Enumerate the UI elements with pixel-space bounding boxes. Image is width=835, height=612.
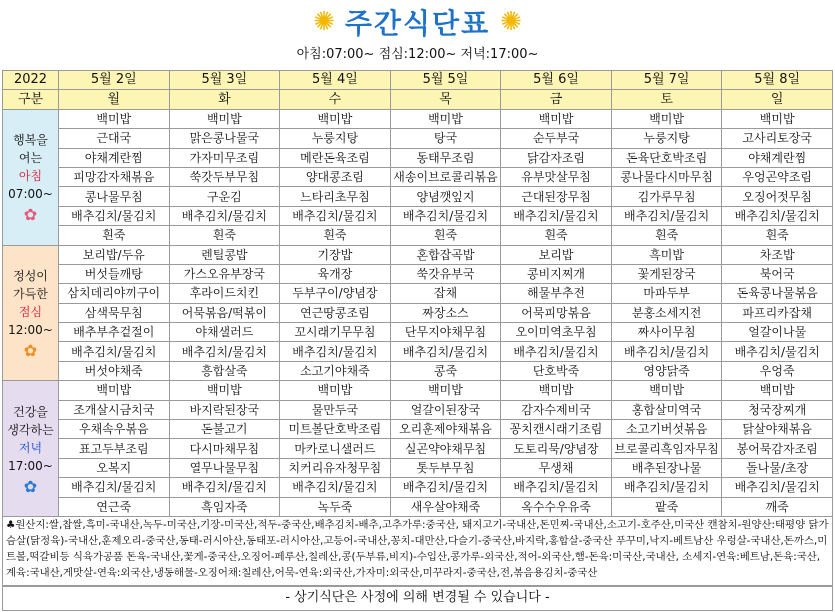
lunch-row [3,264,833,283]
year-cell: 2022 [3,71,59,90]
menu-item: 쑥갓두부무침 [169,167,280,186]
menu-item: 흰죽 [59,226,170,245]
menu-item: 메란돈육조림 [280,148,391,167]
menu-item: 누룽지탕 [611,129,722,148]
menu-item: 우엉죽 [722,361,833,380]
menu-item: 차조밥 [722,245,833,264]
menu-item: 마파두부 [611,284,722,303]
section-caption: 행복을 [13,133,48,148]
meal-time: 07:00~ [8,187,53,202]
pink-flower-icon: ✿ [23,205,38,225]
menu-item: 순두부국 [501,129,612,148]
menu-item: 흰죽 [390,226,501,245]
menu-item: 배추김치/물김치 [501,206,612,225]
lunch-row [3,342,833,361]
menu-item: 백미밥 [722,381,833,400]
menu-item: 꽃게된장국 [611,264,722,283]
menu-item: 청국장찌개 [722,400,833,419]
menu-item: 쑥갓유부국 [390,264,501,283]
menu-item: 배추김치/물김치 [611,342,722,361]
section-caption: 가득한 [13,286,48,301]
menu-item: 배추김치/물김치 [280,206,391,225]
menu-item: 백미밥 [611,381,722,400]
orange-flower-icon: ✿ [23,340,38,360]
menu-item: 돈육단호박조림 [611,148,722,167]
menu-item: 백미밥 [611,109,722,128]
sun-icon: ✺ [313,7,335,37]
menu-item: 단무지야채무침 [390,323,501,342]
menu-item: 백미밥 [722,109,833,128]
menu-item: 표고두부조림 [59,439,170,458]
menu-item: 구운김 [169,187,280,206]
menu-item: 무생채 [501,458,612,477]
section-caption: 건강을 [13,404,48,419]
menu-item: 치커리유자청무침 [280,458,391,477]
menu-item: 톳두부무침 [390,458,501,477]
menu-item: 조개살시금치국 [59,400,170,419]
menu-item: 흰죽 [611,226,722,245]
menu-item: 파프리카잡채 [722,303,833,322]
menu-item: 배추김치/물김치 [169,478,280,497]
lunch-row [3,245,833,264]
menu-item: 녹두죽 [280,497,391,516]
menu-item: 버섯야채죽 [59,361,170,380]
breakfast-row [3,148,833,167]
menu-item: 가스오유부장국 [169,264,280,283]
day-cell: 화 [169,90,280,109]
menu-item: 꼬시래기무무침 [280,323,391,342]
menu-item: 영양닭죽 [611,361,722,380]
menu-item: 다시마채무침 [169,439,280,458]
menu-item: 새송이브로콜리볶음 [390,167,501,186]
dinner-label [3,381,59,517]
menu-item: 백미밥 [169,381,280,400]
menu-item: 배추김치/물김치 [501,342,612,361]
header [0,0,835,70]
menu-item: 해물부추전 [501,284,612,303]
menu-item: 야채계란찜 [722,148,833,167]
blue-flower-icon: ✿ [23,476,38,496]
menu-item: 양념깻잎지 [390,187,501,206]
menu-item: 도토리묵/양념장 [501,439,612,458]
menu-item: 홍합살미역국 [611,400,722,419]
menu-item: 소고기야채죽 [280,361,391,380]
menu-item: 배추김치/물김치 [611,478,722,497]
menu-item: 오복지 [59,458,170,477]
menu-item: 잡채 [390,284,501,303]
menu-item: 흰죽 [280,226,391,245]
date-cell: 5월 4일 [280,71,391,90]
menu-item: 보리밥/두유 [59,245,170,264]
menu-item: 김가루무침 [611,187,722,206]
menu-item: 배추김치/물김치 [722,478,833,497]
menu-item: 새우살야채죽 [390,497,501,516]
breakfast-row [3,226,833,245]
menu-item: 야채샐러드 [169,323,280,342]
menu-item: 소고기버섯볶음 [611,420,722,439]
menu-item: 렌틸콩밥 [169,245,280,264]
day-cell: 목 [390,90,501,109]
menu-item: 오이미역초무침 [501,323,612,342]
breakfast-label [3,109,59,245]
menu-item: 배추김치/물김치 [169,342,280,361]
menu-item: 기장밥 [280,245,391,264]
date-cell: 5월 7일 [611,71,722,90]
lunch-row [3,323,833,342]
lunch-label [3,245,59,381]
menu-item: 팥죽 [611,497,722,516]
menu-item: 백미밥 [501,109,612,128]
sun-icon: ✺ [500,7,522,37]
menu-item: 양대콩조림 [280,167,391,186]
dinner-row [3,381,833,400]
menu-item: 삼치데리야끼구이 [59,284,170,303]
dinner-row [3,400,833,419]
section-caption: 여는 [18,151,43,166]
breakfast-row [3,187,833,206]
lunch-row [3,361,833,380]
menu-item: 야채계란찜 [59,148,170,167]
lunch-row [3,284,833,303]
menu-item: 배추김치/물김치 [501,478,612,497]
menu-item: 백미밥 [169,109,280,128]
dinner-row [3,478,833,497]
menu-item: 바지락된장국 [169,400,280,419]
menu-item: 돈불고기 [169,420,280,439]
menu-item: 흥합살죽 [169,361,280,380]
dinner-row [3,439,833,458]
menu-item: 배추된장나물 [611,458,722,477]
menu-item: 흰죽 [501,226,612,245]
section-caption: 정성이 [13,268,48,283]
dinner-row [3,458,833,477]
menu-item: 근대된장무침 [501,187,612,206]
menu-item: 배추김치/물김치 [169,206,280,225]
menu-item: 흑임자죽 [169,497,280,516]
menu-item: 돈육콩나물볶음 [722,284,833,303]
menu-item: 실곤약야채무침 [390,439,501,458]
date-row [3,71,833,90]
meal-time: 17:00~ [8,458,53,473]
menu-item: 분홍소세지전 [611,303,722,322]
menu-item: 꽁치캔시래기조림 [501,420,612,439]
menu-item: 물만두국 [280,400,391,419]
menu-item: 버섯들깨탕 [59,264,170,283]
meal-times: 아침:07:00~ 점심:12:00~ 저녁:17:00~ [296,47,539,62]
menu-item: 백미밥 [280,381,391,400]
footer-note: - 상기식단은 사정에 의해 변경될 수 있습니다 - [2,585,833,611]
breakfast-row [3,109,833,128]
breakfast-row [3,167,833,186]
menu-item: 우채속우볶음 [59,420,170,439]
menu-item: 유부맛살무침 [501,167,612,186]
menu-item: 배추김치/물김치 [722,206,833,225]
menu-item: 단호박죽 [501,361,612,380]
menu-item: 삼색묵무침 [59,303,170,322]
menu-item: 옥수수우유죽 [501,497,612,516]
menu-item: 오징어젓무침 [722,187,833,206]
menu-item: 깨죽 [722,497,833,516]
breakfast-row [3,129,833,148]
menu-item: 후라이드치킨 [169,284,280,303]
menu-item: 혼합잡곡밥 [390,245,501,264]
menu-item: 흰죽 [169,226,280,245]
menu-item: 배추김치/물김치 [59,342,170,361]
menu-item: 배추김치/물김치 [390,478,501,497]
dinner-row [3,497,833,516]
menu-item: 돌나물/초장 [722,458,833,477]
menu-item: 감자수제비국 [501,400,612,419]
menu-item: 백미밥 [59,109,170,128]
menu-item: 백미밥 [59,381,170,400]
origin-notes: ♣원산지:쌀,찹쌀,흑미-국내산,녹두-미국산,기장-미국산,적두-중국산,배추김치-배추,고추가루:중국산, 돼지고기-국내산,돈민찌-국내산,소고기-호주산,미국산 캔참치-원양산:태평양 닭가슴살(닭정육)-국내산,훈제오리-중국산,동태-러시아산,동태포-러시아산,고등어-국내산,꽁치-대만산,다슬기-중국산,바지락,홍합살-중국산 푸꾸미,낙지-베트남산 우렁살-국내산,돈까스,미트볼,떡갈비등 식육가공품 돈육-국내산,꽃게-중국산,오징어-페루산,칠레산,콩(두부류,비지)-수입산,콩가루-외국산,적어-외국산,햄-돈육:미국산,국내산, 소세지-연육:베트남,돈육:국산,계육:국내산,게맛살-연육:외국산,냉동해물-오징어채:칠레산,어묵-연육:외국산,가자미:외국산,미꾸라지-중국산,전,볶음용김치-중국산 [2,515,833,587]
menu-item: 미트볼단호박조림 [280,420,391,439]
menu-item: 육개장 [280,264,391,283]
date-cell: 5월 3일 [169,71,280,90]
menu-item: 콩나물무침 [59,187,170,206]
day-cell: 수 [280,90,391,109]
day-row [3,90,833,109]
meal-time: 12:00~ [8,322,53,337]
menu-item: 맑은콩나물국 [169,129,280,148]
menu-item: 근대국 [59,129,170,148]
menu-item: 보리밥 [501,245,612,264]
dinner-row [3,420,833,439]
date-cell: 5월 8일 [722,71,833,90]
menu-item: 콩비지찌개 [501,264,612,283]
section-caption: 생각하는 [7,422,54,437]
menu-item: 두부구이/양념장 [280,284,391,303]
menu-item: 얼갈이된장국 [390,400,501,419]
menu-item: 어묵피망볶음 [501,303,612,322]
menu-item: 어묵볶음/떡볶이 [169,303,280,322]
menu-item: 가자미무조림 [169,148,280,167]
meal-name: 점심 [18,304,43,319]
menu-item: 우엉곤약조림 [722,167,833,186]
meal-name: 저녁 [18,440,43,455]
date-cell: 5월 5일 [390,71,501,90]
menu-item: 백미밥 [390,381,501,400]
page-title: 주간식단표 [344,7,491,40]
menu-item: 얼갈이나물 [722,323,833,342]
menu-item: 고사리토장국 [722,129,833,148]
menu-item: 배추김치/물김치 [59,478,170,497]
menu-item: 배추김치/물김치 [59,206,170,225]
menu-item: 배추김치/물김치 [722,342,833,361]
menu-item: 흰죽 [722,226,833,245]
meal-name: 아침 [18,169,43,184]
menu-item: 배추부추겉절이 [59,323,170,342]
menu-item: 탕국 [390,129,501,148]
menu-item: 콩나물다시마무침 [611,167,722,186]
menu-item: 짜사이무침 [611,323,722,342]
day-cell: 월 [59,90,170,109]
weekly-menu-table [2,70,833,517]
category-label: 구분 [3,90,59,109]
lunch-row [3,303,833,322]
menu-item: 배추김치/물김치 [280,478,391,497]
menu-item: 봉어묵감자조림 [722,439,833,458]
menu-item: 연근땅콩조림 [280,303,391,322]
menu-item: 누룽지탕 [280,129,391,148]
menu-item: 닭감자조림 [501,148,612,167]
menu-item: 닭살야채볶음 [722,420,833,439]
menu-item: 배추김치/물김치 [611,206,722,225]
menu-item: 배추김치/물김치 [390,206,501,225]
title-bar [0,4,835,40]
menu-item: 마카로니샐러드 [280,439,391,458]
day-cell: 일 [722,90,833,109]
menu-item: 콩죽 [390,361,501,380]
menu-item: 짜장소스 [390,303,501,322]
menu-item: 배추김치/물김치 [280,342,391,361]
menu-item: 백미밥 [390,109,501,128]
menu-item: 배추김치/물김치 [390,342,501,361]
menu-item: 흑미밥 [611,245,722,264]
menu-item: 피망감자채볶음 [59,167,170,186]
menu-item: 백미밥 [280,109,391,128]
menu-item: 열무나물무침 [169,458,280,477]
day-cell: 금 [501,90,612,109]
date-cell: 5월 2일 [59,71,170,90]
menu-item: 오리훈제야채볶음 [390,420,501,439]
menu-item: 백미밥 [501,381,612,400]
date-cell: 5월 6일 [501,71,612,90]
breakfast-row [3,206,833,225]
menu-item: 느타리초무침 [280,187,391,206]
menu-item: 연근죽 [59,497,170,516]
menu-item: 동태무조림 [390,148,501,167]
menu-item: 브로콜리흑임자무침 [611,439,722,458]
menu-item: 북어국 [722,264,833,283]
day-cell: 토 [611,90,722,109]
